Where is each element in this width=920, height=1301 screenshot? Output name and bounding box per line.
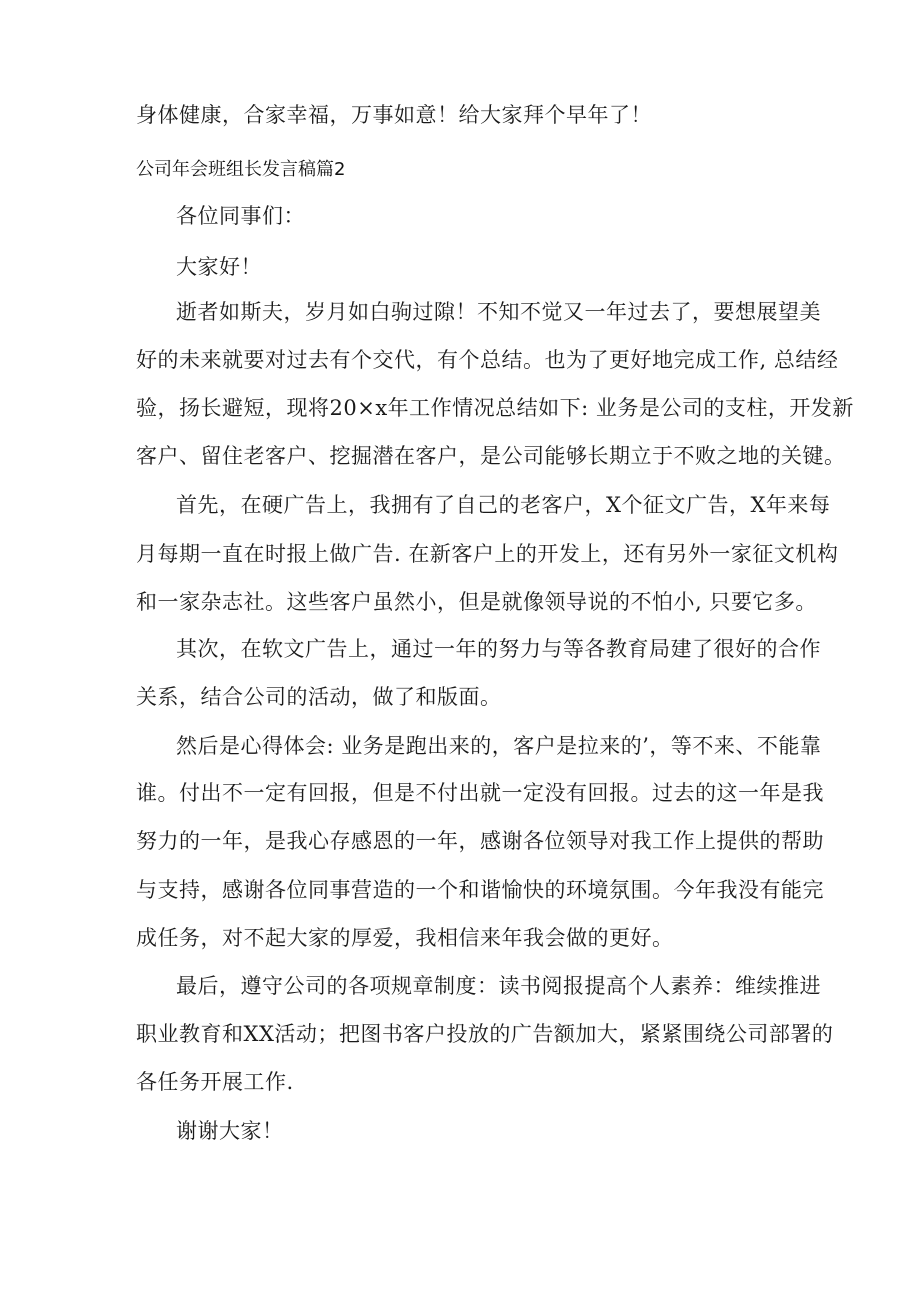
paragraph-line: 努力的一年，是我心存感恩的一年，感谢各位领导对我工作上提供的帮助 — [136, 829, 824, 853]
greeting: 大家好！ — [176, 255, 262, 279]
paragraph-line: 逝者如斯夫，岁月如白驹过隙！不知不觉又一年过去了，要想展望美 — [176, 300, 821, 324]
paragraph-line: 好的未来就要对过去有个交代，有个总结。也为了更好地完成工作, 总结经 — [136, 348, 839, 372]
opening-line: 身体健康，合家幸福，万事如意！给大家拜个早年了！ — [136, 103, 652, 127]
paragraph-line: 然后是心得体会: 业务是跑出来的，客户是拉来的’，等不来、不能靠 — [176, 734, 822, 758]
paragraph-line: 客户、留住老客户、挖掘潜在客户，是公司能够长期立于不败之地的关键。 — [136, 444, 846, 468]
section-title: 公司年会班组长发言稿篇2 — [136, 159, 346, 180]
paragraph-line: 成任务，对不起大家的厚爱，我相信来年我会做的更好。 — [136, 926, 674, 950]
salutation: 各位同事们： — [176, 204, 305, 228]
paragraph-line: 首先，在硬广告上，我拥有了自己的老客户，X个征文广告，X年来每 — [176, 493, 831, 517]
paragraph-line: 职业教育和XX活动；把图书客户投放的广告额加大，紧紧围绕公司部署的 — [136, 1022, 834, 1046]
paragraph-line: 关系，结合公司的活动，做了和版面。 — [136, 685, 502, 709]
paragraph-line: 与支持，感谢各位同事营造的一个和谐愉快的环境氛围。今年我没有能完 — [136, 878, 824, 902]
paragraph-line: 最后，遵守公司的各项规章制度：读书阅报提高个人素养：维续推进 — [176, 974, 821, 998]
paragraph-line: 月每期一直在时报上做广告. 在新客户上的开发上，还有另外一家征文机构 — [136, 542, 839, 566]
closing-line: 谢谢大家！ — [176, 1119, 284, 1143]
paragraph-line: 和一家杂志社。这些客户虽然小，但是就像领导说的不怕小, 只要它多。 — [136, 590, 817, 614]
paragraph-line: 谁。付出不一定有回报，但是不付出就一定没有回报。过去的这一年是我 — [136, 781, 824, 805]
paragraph-line: 各任务开展工作. — [136, 1070, 294, 1094]
paragraph-line: 验，扬长避短，现将20×x年工作情况总结如下: 业务是公司的支柱，开发新 — [136, 396, 854, 420]
paragraph-line: 其次，在软文广告上，通过一年的努力与等各教育局建了很好的合作 — [176, 637, 821, 661]
